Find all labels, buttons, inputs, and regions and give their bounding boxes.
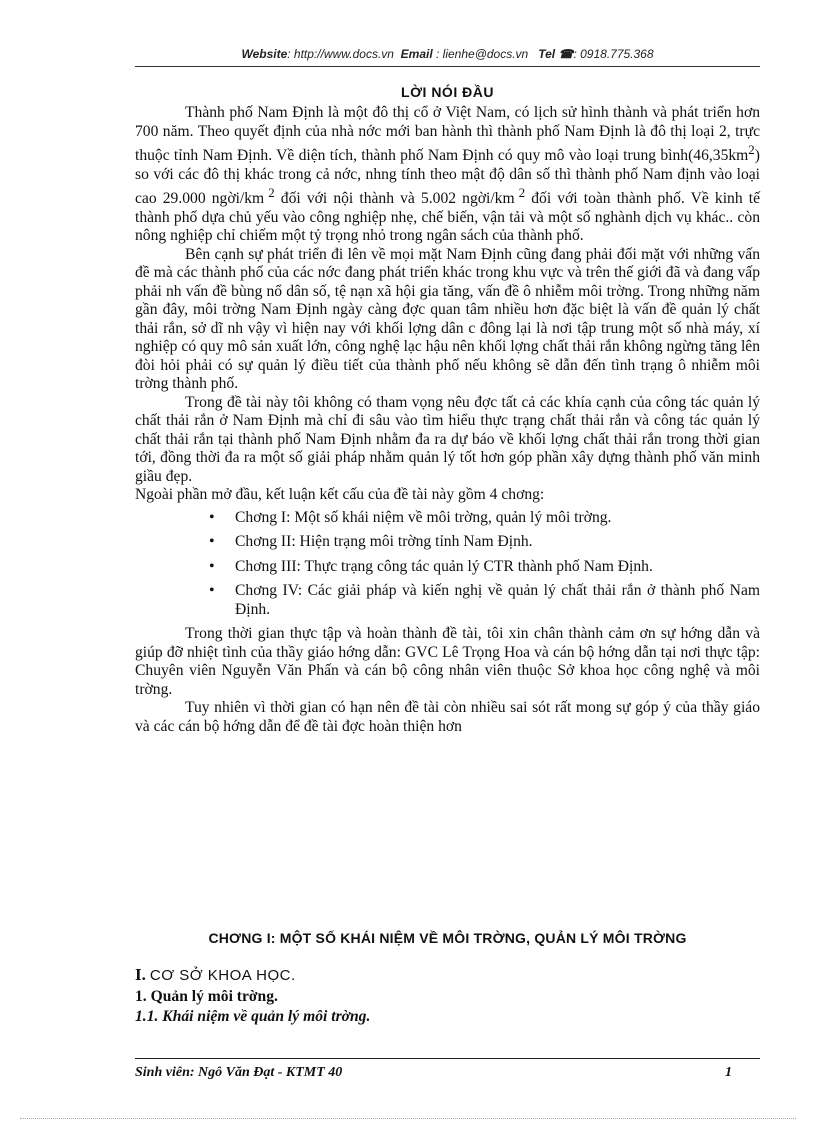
bullet-icon: • xyxy=(209,557,215,575)
paragraph-intro xyxy=(135,104,760,246)
page-number: 1 xyxy=(725,1065,732,1080)
website-value: : http://www.docs.vn xyxy=(287,47,394,61)
superscript: 2 xyxy=(268,185,275,201)
chapter-heading: CHƠNG I: MỘT SỐ KHÁI NIỆM VỀ MÔI TRỜNG, QUẢN LÝ MÔI TRỜNG xyxy=(208,930,687,946)
bullet-icon: • xyxy=(209,533,215,551)
phone-icon: ☎ xyxy=(558,47,574,61)
paragraph-structure: Ngoài phần mở đầu, kết luận kết cấu của đề tài này gồm 4 chơng: xyxy=(135,486,545,504)
paragraph-intro-part-c: đối với nội thành và 5.002 ngời/km xyxy=(274,190,515,208)
tel-label: Tel xyxy=(538,47,556,61)
email-value: : lienhe@docs.vn xyxy=(436,47,529,61)
page-edge-divider xyxy=(20,1118,796,1119)
section-number: I. xyxy=(135,965,146,984)
paragraph-intro-part-b: ) so với các đô thị khác trong cả nớc, nhng tính theo mật độ dân số thì thành phố Nam định vào loại cao 29.000 ngời/km xyxy=(135,147,760,208)
header-rule xyxy=(135,66,760,67)
list-item xyxy=(135,558,760,577)
tel-value: : 0918.775.368 xyxy=(573,47,654,61)
list-item xyxy=(135,582,760,619)
paragraph-closing: Tuy nhiên vì thời gian có hạn nên đề tài còn nhiều sai sót rất mong sự góp ý của thầy giáo và các cán bộ hớng dẫn để đề tài đợc hoàn thiện hơn xyxy=(135,699,760,735)
paragraph-intro-part-d: đối với toàn thành phố. Về kinh tế thành phố dựa chủ yếu vào công nghiệp nhẹ, chế biến, vận tải và một số nghành dịch vụ khác.. còn nông nghiệp chỉ chiếm một tỷ trọng nhỏ trong ngân sách của thành phố. xyxy=(135,190,760,245)
footer-author: Sinh viên: Ngô Văn Đạt - KTMT 40 xyxy=(135,1065,343,1080)
list-item-text: Chơng IV: Các giải pháp và kiến nghị về quản lý chất thải rắn ở thành phố Nam Định. xyxy=(235,582,760,618)
paragraph-scope: Trong đề tài này tôi không có tham vọng nêu đợc tất cả các khía cạnh của công tác quản lý chất thải rắn ở Nam Định mà chỉ đi sâu vào tìm hiểu thực trạng chất thải rắn và công tác quản lý chất thải rắn tại thành phố Nam Định nhằm đa ra dự báo về khối lợng chất thải rắn trong thời gian tới, đồng thời đa ra một số giải pháp nhằm quản lý tốt hơn góp phần xây dựng thành phố văn minh giầu đẹp. xyxy=(135,393,760,485)
superscript: 2 xyxy=(518,185,526,201)
page-title: LỜI NÓI ĐẦU xyxy=(401,84,494,100)
list-item xyxy=(135,509,760,528)
bullet-icon: • xyxy=(209,508,215,526)
list-item-text: Chơng I: Một số khái niệm về môi trờng, quản lý môi trờng. xyxy=(235,508,612,526)
subsection-heading: 1. Quản lý môi trờng. xyxy=(135,988,278,1005)
page-header xyxy=(135,47,760,61)
superscript: 2 xyxy=(748,142,755,157)
footer-rule xyxy=(135,1058,760,1059)
chapter-list xyxy=(135,509,760,620)
paragraph-context: Bên cạnh sự phát triển đi lên về mọi mặt Nam Định cũng đang phải đối mặt với những vấn đề mà các thành phố của các nớc đang phát triển khác trong khu vực và trên thế giới đã và đang vấp phải nh vấn đề bùng nổ dân số, tệ nạn xã hội gia tăng, vấn đề ô nhiễm môi trờng. Trong những năm gần đây, môi trờng Nam Định ngày càng đợc quan tâm nhiều hơn đặc biệt là vấn đề quản lý chất thải rắn, sở dĩ nh vậy vì hiện nay với khối lợng dân c đông lại là nơi tập trung một số nhà máy, xí nghiệp có quy mô sản xuất lớn, công nghệ lạc hậu nên khối lợng chất thải rắn không ngừng tăng lên đòi hỏi phải có sự quản lý điều tiết của thành phố nếu không sẽ dẫn đến tình trạng ô nhiễm môi trờng thành phố. xyxy=(135,245,760,393)
bullet-icon: • xyxy=(209,582,215,600)
document-body xyxy=(135,104,760,736)
website-label: Website xyxy=(241,47,288,61)
paragraph-thanks: Trong thời gian thực tập và hoàn thành đề tài, tôi xin chân thành cảm ơn sự hớng dẫn và giúp đỡ nhiệt tình của thầy giáo hớng dẫn: GVC Lê Trọng Hoa và cán bộ hớng dẫn tại nơi thực tập: Chuyên viên Nguyễn Văn Phấn và cán bộ công nhân viên thuộc Sở khoa học công nghệ và môi trờng. xyxy=(135,625,760,698)
section-label: CƠ SỞ KHOA HỌC. xyxy=(149,967,296,984)
subsubsection-heading: 1.1. Khái niệm về quản lý môi trờng. xyxy=(135,1008,371,1025)
list-item-text: Chơng III: Thực trạng công tác quản lý CTR thành phố Nam Định. xyxy=(235,557,653,575)
section-heading xyxy=(135,965,296,985)
list-item-text: Chơng II: Hiện trạng môi trờng tỉnh Nam Định. xyxy=(235,533,533,551)
list-item xyxy=(135,533,760,552)
email-label: Email xyxy=(400,47,433,61)
paragraph-intro-part-a: Thành phố Nam Định là một đô thị cổ ở Việt Nam, có lịch sử hình thành và phát triển hơn 700 năm. Theo quyết định của nhà nớc mới ban hành thì thành phố Nam Định là đô thị loại 2, trực thuộc tỉnh Nam Định. Về diện tích, thành phố Nam Định có quy mô vào loại trung bình(46,35km xyxy=(135,104,760,165)
